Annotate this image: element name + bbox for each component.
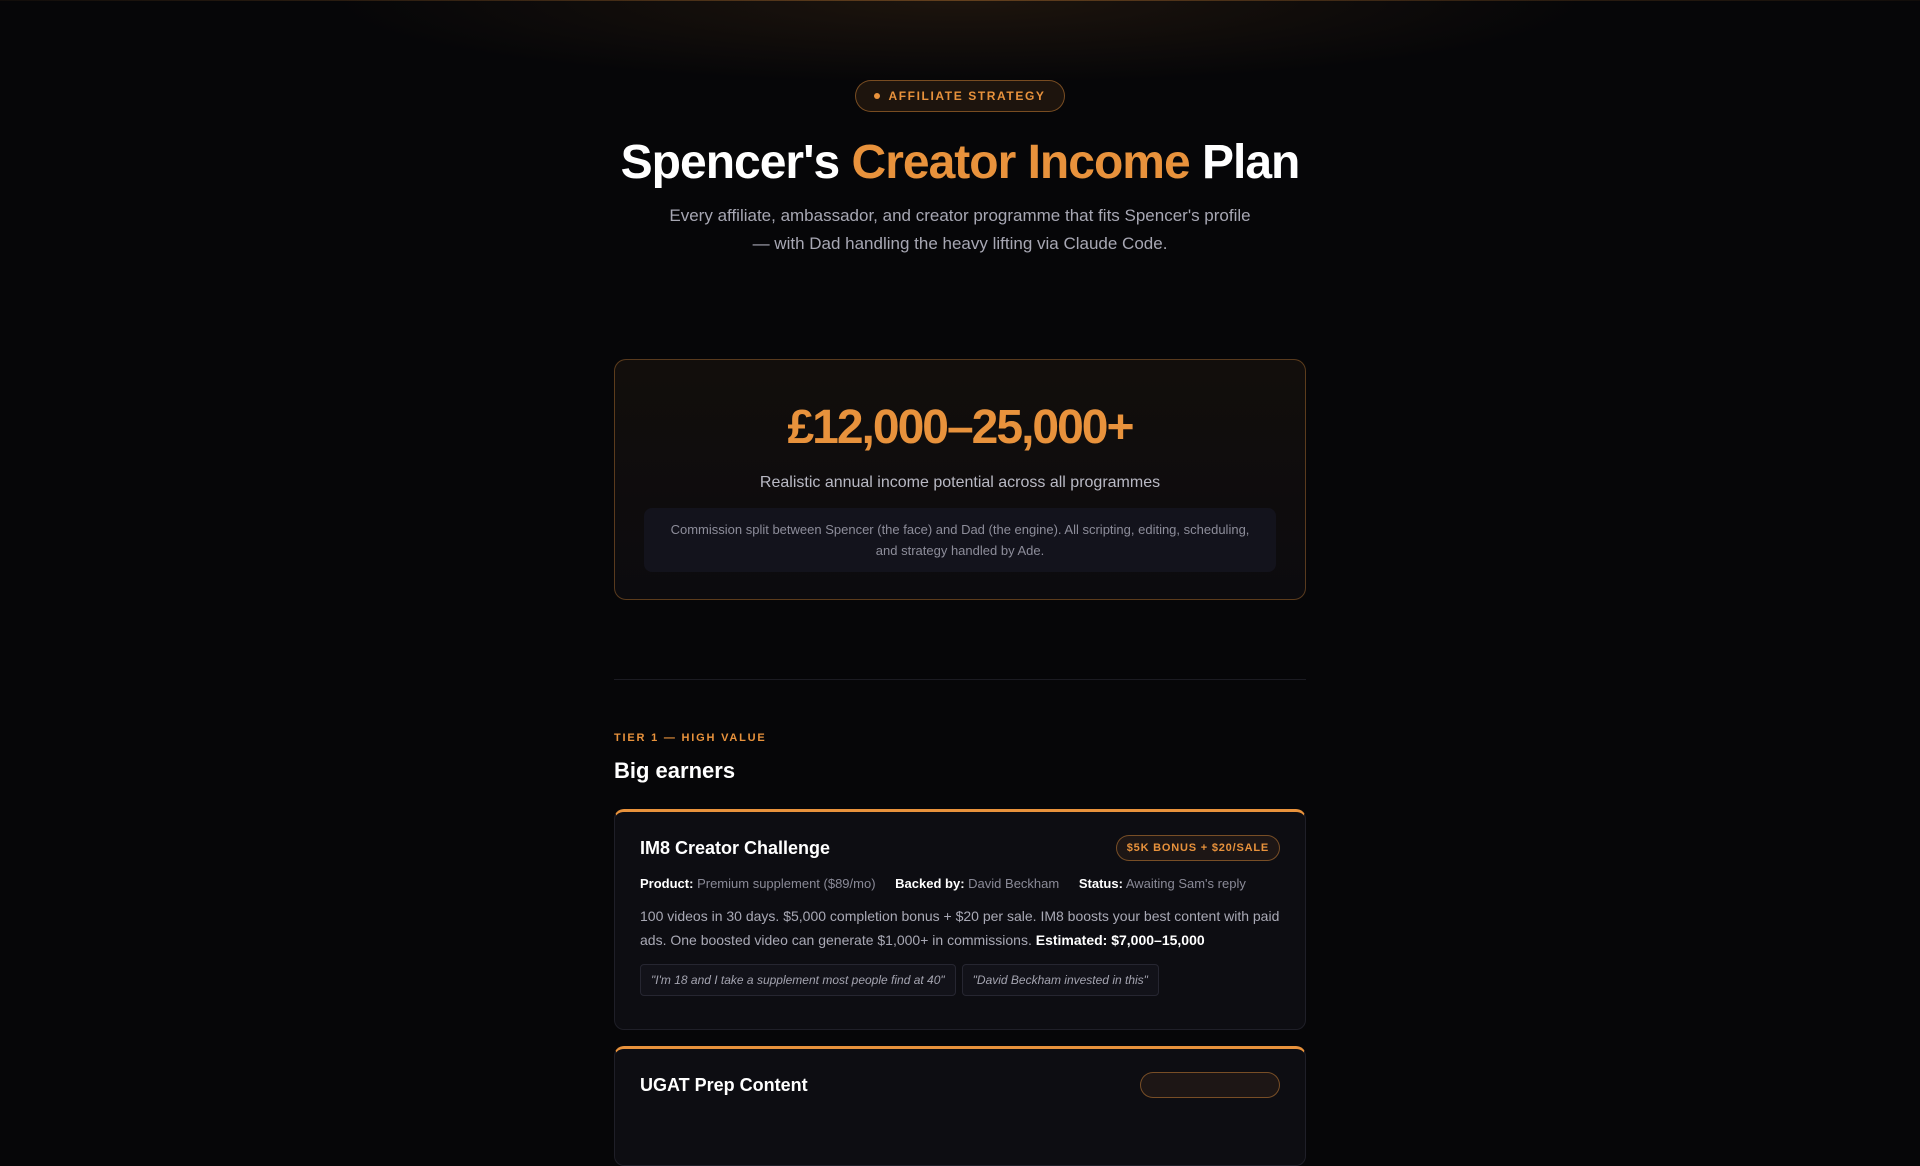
income-note: Commission split between Spencer (the face) and Dad (the engine). All scripting, editing, scheduling, and strategy handled by Ade.	[644, 508, 1276, 572]
programme-estimate: Estimated: $7,000–15,000	[1035, 932, 1205, 948]
meta-backed-label: Backed by:	[895, 876, 965, 891]
hero-section	[614, 80, 1306, 258]
programme-reward-badge	[1140, 1072, 1280, 1098]
hook-chip: "David Beckham invested in this"	[962, 964, 1159, 996]
meta-product	[640, 876, 876, 891]
meta-status-label: Status:	[1078, 876, 1123, 891]
tier-label: TIER 1 — HIGH VALUE	[614, 732, 767, 744]
programme-reward-badge: $5K BONUS + $20/SALE	[1116, 835, 1280, 861]
page-subtitle: Every affiliate, ambassador, and creator programme that fits Spencer's profile — with Dad handling the heavy lifting via Claude Code.	[669, 206, 1251, 253]
top-accent-line	[0, 0, 1920, 1]
page-title-post: Plan	[1189, 136, 1300, 189]
category-badge	[855, 80, 1064, 112]
meta-status-value: Awaiting Sam's reply	[1125, 876, 1246, 891]
hook-list	[640, 964, 1280, 996]
programme-description-text: 100 videos in 30 days. $5,000 completion bonus + $20 per sale. IM8 boosts your best content with paid ads. One boosted video can generate $1,000+ in commissions.	[640, 908, 1280, 948]
meta-status	[1079, 876, 1246, 891]
tier-title: Big earners	[614, 758, 736, 783]
programme-card-header	[640, 834, 1280, 862]
income-summary-card	[614, 359, 1306, 600]
dot-icon	[874, 93, 880, 99]
meta-backed-value: David Beckham	[968, 876, 1060, 891]
meta-backed-by	[895, 876, 1059, 891]
meta-product-value: Premium supplement ($89/mo)	[697, 876, 876, 891]
category-badge-label: AFFILIATE STRATEGY	[888, 89, 1046, 103]
page-title	[614, 134, 1306, 192]
meta-product-label: Product:	[640, 876, 694, 891]
programme-name: UGAT Prep Content	[640, 1074, 808, 1095]
page-title-pre: Spencer's	[620, 136, 852, 189]
page-title-accent: Creator Income	[851, 136, 1190, 189]
programme-description	[640, 904, 1280, 952]
programme-card-ugat	[614, 1046, 1306, 1166]
programme-name: IM8 Creator Challenge	[640, 837, 831, 858]
hook-chip: "I'm 18 and I take a supplement most people find at 40"	[640, 964, 956, 996]
section-divider	[614, 679, 1306, 680]
programme-meta	[640, 876, 1280, 891]
programme-card-im8	[614, 809, 1306, 1030]
income-label: Realistic annual income potential across all programmes	[759, 474, 1161, 491]
programme-card-header	[640, 1071, 1280, 1099]
income-amount: £12,000–25,000+	[787, 401, 1133, 454]
